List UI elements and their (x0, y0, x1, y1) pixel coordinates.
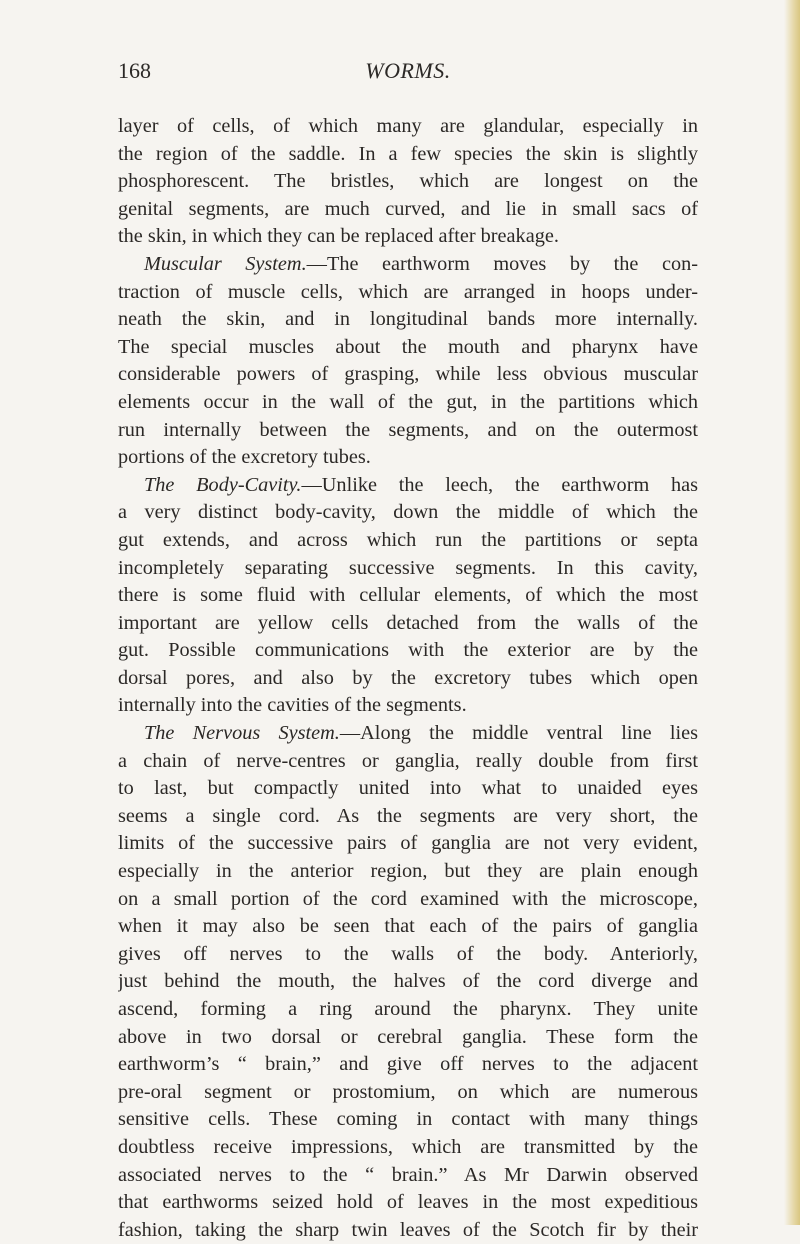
text-line: portions of the excretory tubes. (118, 446, 371, 469)
text-line: pre-oral segment or prostomium, on which are numerous (118, 1080, 698, 1103)
page-number: 168 (118, 58, 151, 83)
text-line: The special muscles about the mouth and pharynx have (118, 335, 698, 358)
text-line: incompletely separating successive segments. In this cavity, (118, 556, 698, 579)
text-line: that earthworms seized hold of leaves in the most expeditious (118, 1191, 698, 1214)
text-line: sensitive cells. These coming in contact with many things (118, 1108, 698, 1131)
text-line: a very distinct body-cavity, down the middle of which the (118, 501, 698, 524)
page-edge-stain (784, 0, 800, 1225)
text-line: gut extends, and across which run the partitions or septa (118, 528, 698, 551)
text-line: the skin, in which they can be replaced after breakage. (118, 225, 559, 248)
text-segment: —Unlike the leech, the earthworm has (301, 473, 698, 496)
text-line: gut. Possible communications with the exterior are by the (118, 639, 698, 662)
text-line: a chain of nerve-centres or ganglia, really double from first (118, 749, 698, 772)
text-line: important are yellow cells detached from the walls of the (118, 611, 698, 634)
text-line: doubtless receive impressions, which are transmitted by the (118, 1135, 698, 1158)
text-line: genital segments, are much curved, and lie in small sacs of (118, 197, 698, 220)
text-line: seems a single cord. As the segments are very short, the (118, 804, 698, 827)
text-line: internally into the cavities of the segments. (118, 694, 467, 717)
text-line: fashion, taking the sharp twin leaves of the Scotch fir by their (118, 1218, 698, 1241)
text-line: layer of cells, of which many are glandular, especially in (118, 115, 698, 137)
text-line: run internally between the segments, and on the outermost (118, 418, 698, 441)
paragraph-first-line (118, 472, 698, 500)
text-line: phosphorescent. The bristles, which are longest on the (118, 170, 698, 193)
paragraph-first-line (118, 251, 698, 279)
text-line: above in two dorsal or cerebral ganglia. These form the (118, 1025, 698, 1048)
section-heading-body-cavity: The Body-Cavity. (144, 473, 302, 496)
text-segment: —The earthworm moves by the con- (306, 252, 698, 275)
text-line: limits of the successive pairs of ganglia are not very evident, (118, 832, 698, 855)
body-text (118, 113, 698, 1244)
text-line: considerable powers of grasping, while less obvious muscular (118, 363, 698, 386)
running-title: WORMS. (365, 58, 451, 83)
text-segment: —Along the middle ventral line lies (339, 722, 698, 745)
paragraph-first-line (118, 720, 698, 748)
text-line: when it may also be seen that each of the pairs of ganglia (118, 915, 698, 938)
text-line: there is some fluid with cellular elements, of which the most (118, 584, 698, 607)
text-line: just behind the mouth, the halves of the cord diverge and (118, 970, 698, 993)
text-line: neath the skin, and in longitudinal bands more internally. (118, 308, 698, 331)
text-line: the region of the saddle. In a few species the skin is slightly (118, 142, 698, 165)
text-line: to last, but compactly united into what to unaided eyes (118, 777, 698, 800)
running-head (118, 58, 698, 88)
text-line: elements occur in the wall of the gut, in the partitions which (118, 390, 698, 413)
text-line: especially in the anterior region, but they are plain enough (118, 860, 698, 883)
text-line: on a small portion of the cord examined with the microscope, (118, 887, 698, 910)
text-line: gives off nerves to the walls of the body. Anteriorly, (118, 942, 698, 965)
text-line: dorsal pores, and also by the excretory tubes which open (118, 666, 698, 689)
text-line: ascend, forming a ring around the pharynx. They unite (118, 998, 698, 1020)
text-line: earthworm’s “ brain,” and give off nerves to the adjacent (118, 1053, 698, 1076)
text-line: traction of muscle cells, which are arranged in hoops under- (118, 280, 698, 303)
text-line: associated nerves to the “ brain.” As Mr Darwin observed (118, 1163, 698, 1186)
section-heading-muscular-system: Muscular System. (144, 252, 307, 275)
section-heading-nervous-system: The Nervous System. (144, 722, 340, 745)
